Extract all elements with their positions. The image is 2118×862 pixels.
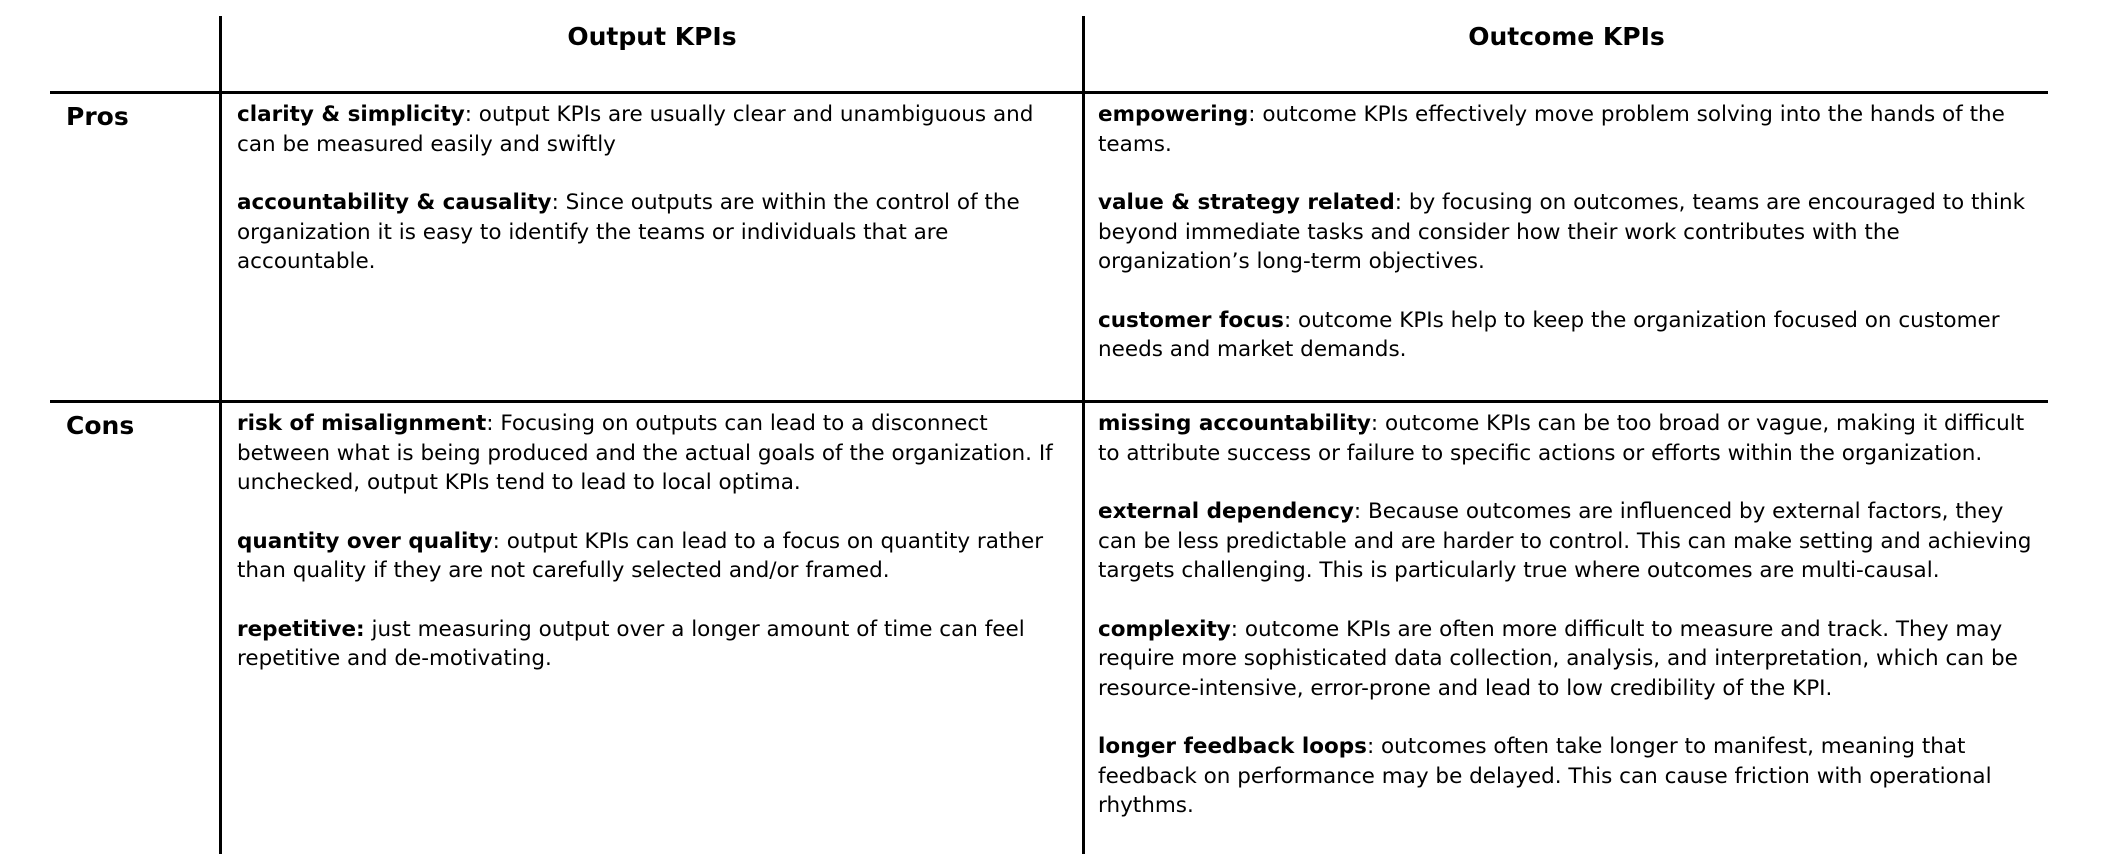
column-header-outcome-kpis: Outcome KPIs	[1468, 22, 1665, 51]
item-term: quantity over quality	[237, 528, 493, 554]
item-term: missing accountability	[1098, 411, 1371, 436]
item-separator: :	[1370, 411, 1385, 436]
list-item	[237, 409, 1057, 498]
item-text: Since outputs are within the control of the organization it is easy to identify the teams or individuals that are accountable.	[237, 190, 1020, 274]
column-divider-middle	[1082, 16, 1085, 854]
list-item	[237, 527, 1057, 586]
item-text: outcome KPIs are often more difficult to measure and track. They may require more sophisticated data collection, analysis, and interpretation, which can be resource-intensive, error-prone and lead to low credibility of the KPI.	[1098, 616, 2018, 701]
list-item	[1098, 409, 2043, 468]
column-header-output-kpis: Output KPIs	[567, 22, 737, 51]
item-term: longer feedback loops	[1098, 734, 1367, 759]
list-item	[1098, 497, 2043, 586]
item-term: risk of misalignment	[237, 411, 487, 436]
row-label-cons: Cons	[66, 411, 135, 440]
item-separator	[365, 617, 372, 642]
column-divider-left	[219, 16, 222, 854]
list-item	[237, 100, 1057, 159]
item-term: repetitive:	[237, 616, 365, 642]
item-separator: :	[1230, 616, 1245, 642]
item-text: just measuring output over a longer amount of time can feel repetitive and de-motivating.	[237, 616, 1025, 671]
item-separator: :	[1283, 307, 1299, 333]
list-item	[1098, 100, 2043, 159]
header-divider	[50, 91, 2048, 94]
item-text: Because outcomes are influenced by external factors, they can be less predictable and are harder to control. This can make setting and achieving targets challenging. This is particularly true where outcomes are multi-causal.	[1098, 499, 2032, 583]
item-term: accountability & causality	[237, 190, 552, 215]
item-separator: :	[1353, 499, 1368, 524]
item-text: by focusing on outcomes, teams are encouraged to think beyond immediate tasks and consider how their work contributes with the organization’s long-term objectives.	[1098, 190, 2026, 274]
item-separator: :	[486, 411, 501, 436]
cell-pros-outcome	[1098, 100, 2043, 394]
item-term: external dependency	[1098, 499, 1354, 524]
item-text: output KPIs can lead to a focus on quantity rather than quality if they are not carefully selected and/or framed.	[237, 528, 1044, 583]
cell-pros-output	[237, 100, 1057, 306]
list-item	[1098, 306, 2043, 365]
list-item	[237, 188, 1057, 277]
cell-cons-outcome	[1098, 409, 2043, 850]
item-term: empowering	[1098, 102, 1249, 127]
item-separator: :	[1248, 102, 1263, 127]
item-text: outcomes often take longer to manifest, meaning that feedback on performance may be delayed. This can cause friction with operational rhythms.	[1098, 734, 1992, 818]
cell-cons-output	[237, 409, 1057, 703]
list-item	[1098, 188, 2043, 277]
item-term: value & strategy related	[1098, 190, 1395, 215]
item-separator: :	[492, 528, 507, 554]
list-item	[1098, 615, 2043, 704]
item-text: outcome KPIs effectively move problem solving into the hands of the teams.	[1098, 102, 2005, 157]
item-separator: :	[1394, 190, 1409, 215]
item-separator: :	[464, 102, 479, 127]
item-term: complexity	[1098, 616, 1231, 642]
item-text: outcome KPIs can be too broad or vague, making it difficult to attribute success or failure to specific actions or efforts within the organization.	[1098, 411, 2025, 466]
row-label-pros: Pros	[66, 102, 129, 131]
list-item	[1098, 732, 2043, 821]
item-separator: :	[551, 190, 566, 215]
item-term: clarity & simplicity	[237, 102, 465, 127]
item-separator: :	[1366, 734, 1382, 759]
item-text: output KPIs are usually clear and unambiguous and can be measured easily and swiftly	[237, 102, 1034, 157]
item-text: Focusing on outputs can lead to a disconnect between what is being produced and the actual goals of the organization. If unchecked, output KPIs tend to lead to local optima.	[237, 411, 1053, 495]
item-text: outcome KPIs help to keep the organization focused on customer needs and market demands.	[1098, 307, 2000, 362]
item-term: customer focus	[1098, 307, 1284, 333]
list-item	[237, 615, 1057, 674]
row-divider	[50, 400, 2048, 403]
